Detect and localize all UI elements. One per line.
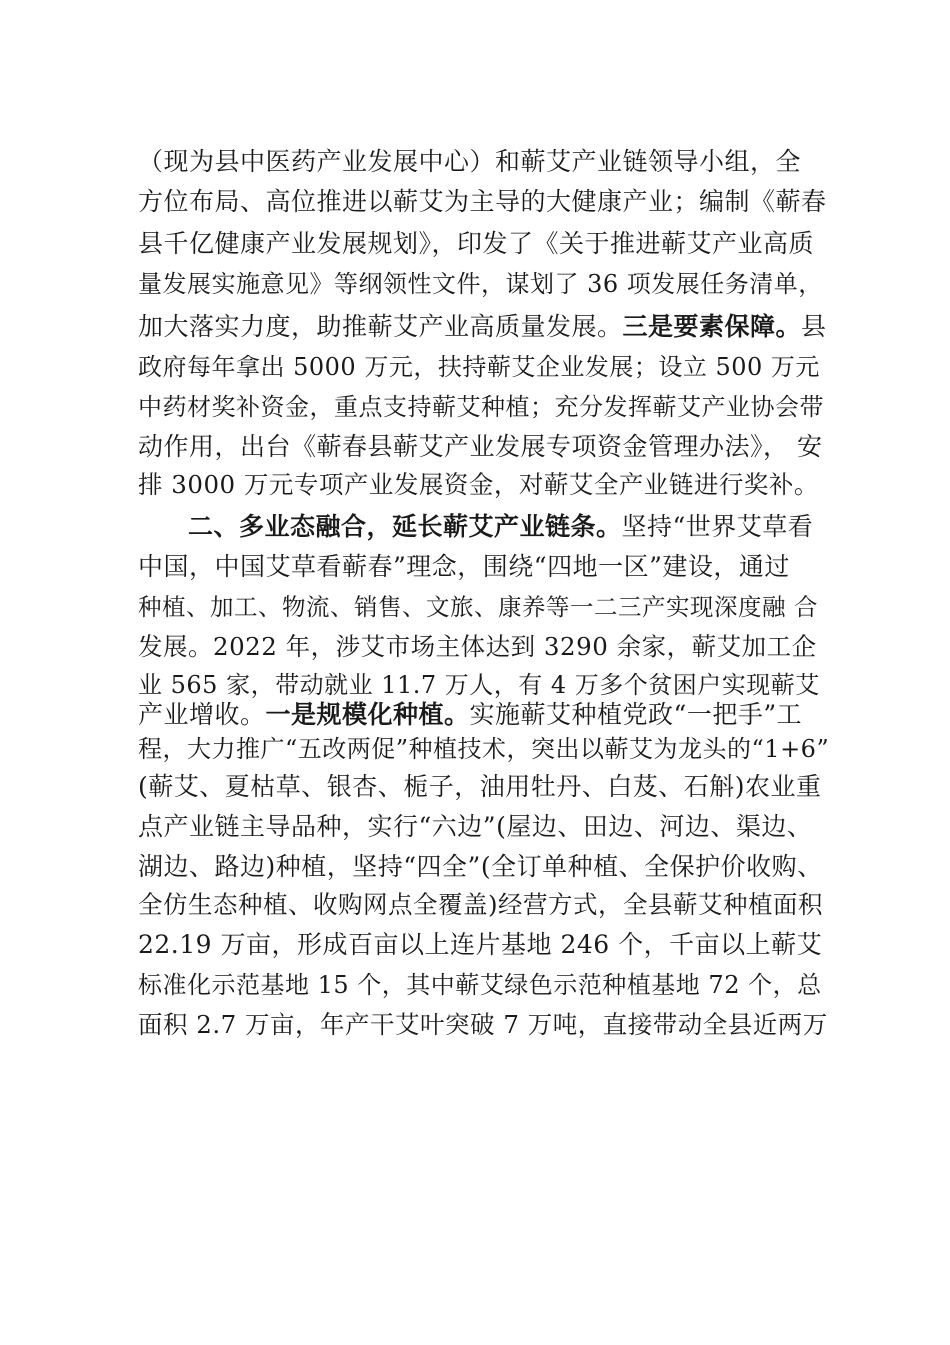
bold-subheading: 一是规模化种植。: [265, 700, 470, 729]
bold-subheading: 三是要素保障。: [622, 312, 802, 341]
text-line: 种植、加工、物流、销售、文旅、康养等一二三产实现深度融 合: [138, 593, 818, 621]
text-line: 方位布局、高位推进以蕲艾为主导的大健康产业；编制《蕲春: [138, 187, 827, 216]
text-line: 排 3000 万元专项产业发展资金，对蕲艾全产业链进行奖补。: [138, 470, 819, 499]
text-line: [138, 310, 828, 344]
text-line: 业 565 家，带动就业 11.7 万人，有 4 万多个贫困户实现蕲艾: [138, 671, 820, 699]
text-line: 动作用，出台《蕲春县蕲艾产业发展专项资金管理办法》， 安: [138, 432, 823, 461]
text-segment: 产业增收。: [138, 700, 266, 729]
section-heading: 二、多业态融合，延长蕲艾产业链条。: [188, 512, 622, 541]
text-line: （现为县中医药产业发展中心）和蕲艾产业链领导小组，全: [138, 147, 802, 176]
text-line: 中药材奖补资金，重点支持蕲艾种植；充分发挥蕲艾产业协会带: [138, 393, 824, 421]
text-line: 量发展实施意见》等纲领性文件，谋划了 36 项发展任务清单，: [138, 270, 823, 298]
text-segment: 坚持“世界艾草看: [621, 512, 814, 541]
text-line: 中国，中国艾草看蕲春”理念，围绕“四地一区”建设，通过: [138, 552, 790, 581]
text-line: 政府每年拿出 5000 万元，扶持蕲艾企业发展；设立 500 万元: [138, 353, 820, 381]
text-line: [138, 698, 828, 732]
text-line: (蕲艾、夏枯草、银杏、栀子，油用牡丹、白芨、石斛)农业重: [138, 772, 822, 801]
text-line: 22.19 万亩，形成百亩以上连片基地 246 个，千亩以上蕲艾: [138, 930, 823, 959]
text-line: [188, 510, 828, 544]
text-line: 湖边、路边)种植，坚持“四全”(全订单种植、全保护价收购、: [138, 852, 823, 881]
text-segment: 县: [801, 312, 827, 341]
text-line: 全仿生态种植、收购网点全覆盖)经营方式，全县蕲艾种植面积: [138, 890, 824, 919]
text-line: 县千亿健康产业发展规划》，印发了《关于推进蕲艾产业高质: [138, 229, 815, 258]
text-line: 标准化示范基地 15 个，其中蕲艾绿色示范种植基地 72 个，总: [138, 971, 822, 999]
text-line: 发展。2022 年，涉艾市场主体达到 3290 余家，蕲艾加工企: [138, 632, 817, 661]
text-segment: 加大落实力度，助推蕲艾产业高质量发展。: [138, 312, 623, 341]
text-line: 面积 2.7 万亩，年产干艾叶突破 7 万吨，直接带动全县近两万: [138, 1010, 828, 1039]
text-line: 点产业链主导品种，实行“六边”(屋边、田边、河边、渠边、: [138, 812, 813, 841]
text-line: 程，大力推广“五改两促”种植技术，突出以蕲艾为龙头的“1+6”: [138, 735, 830, 763]
text-segment: 实施蕲艾种植党政“一把手”工: [469, 700, 803, 729]
